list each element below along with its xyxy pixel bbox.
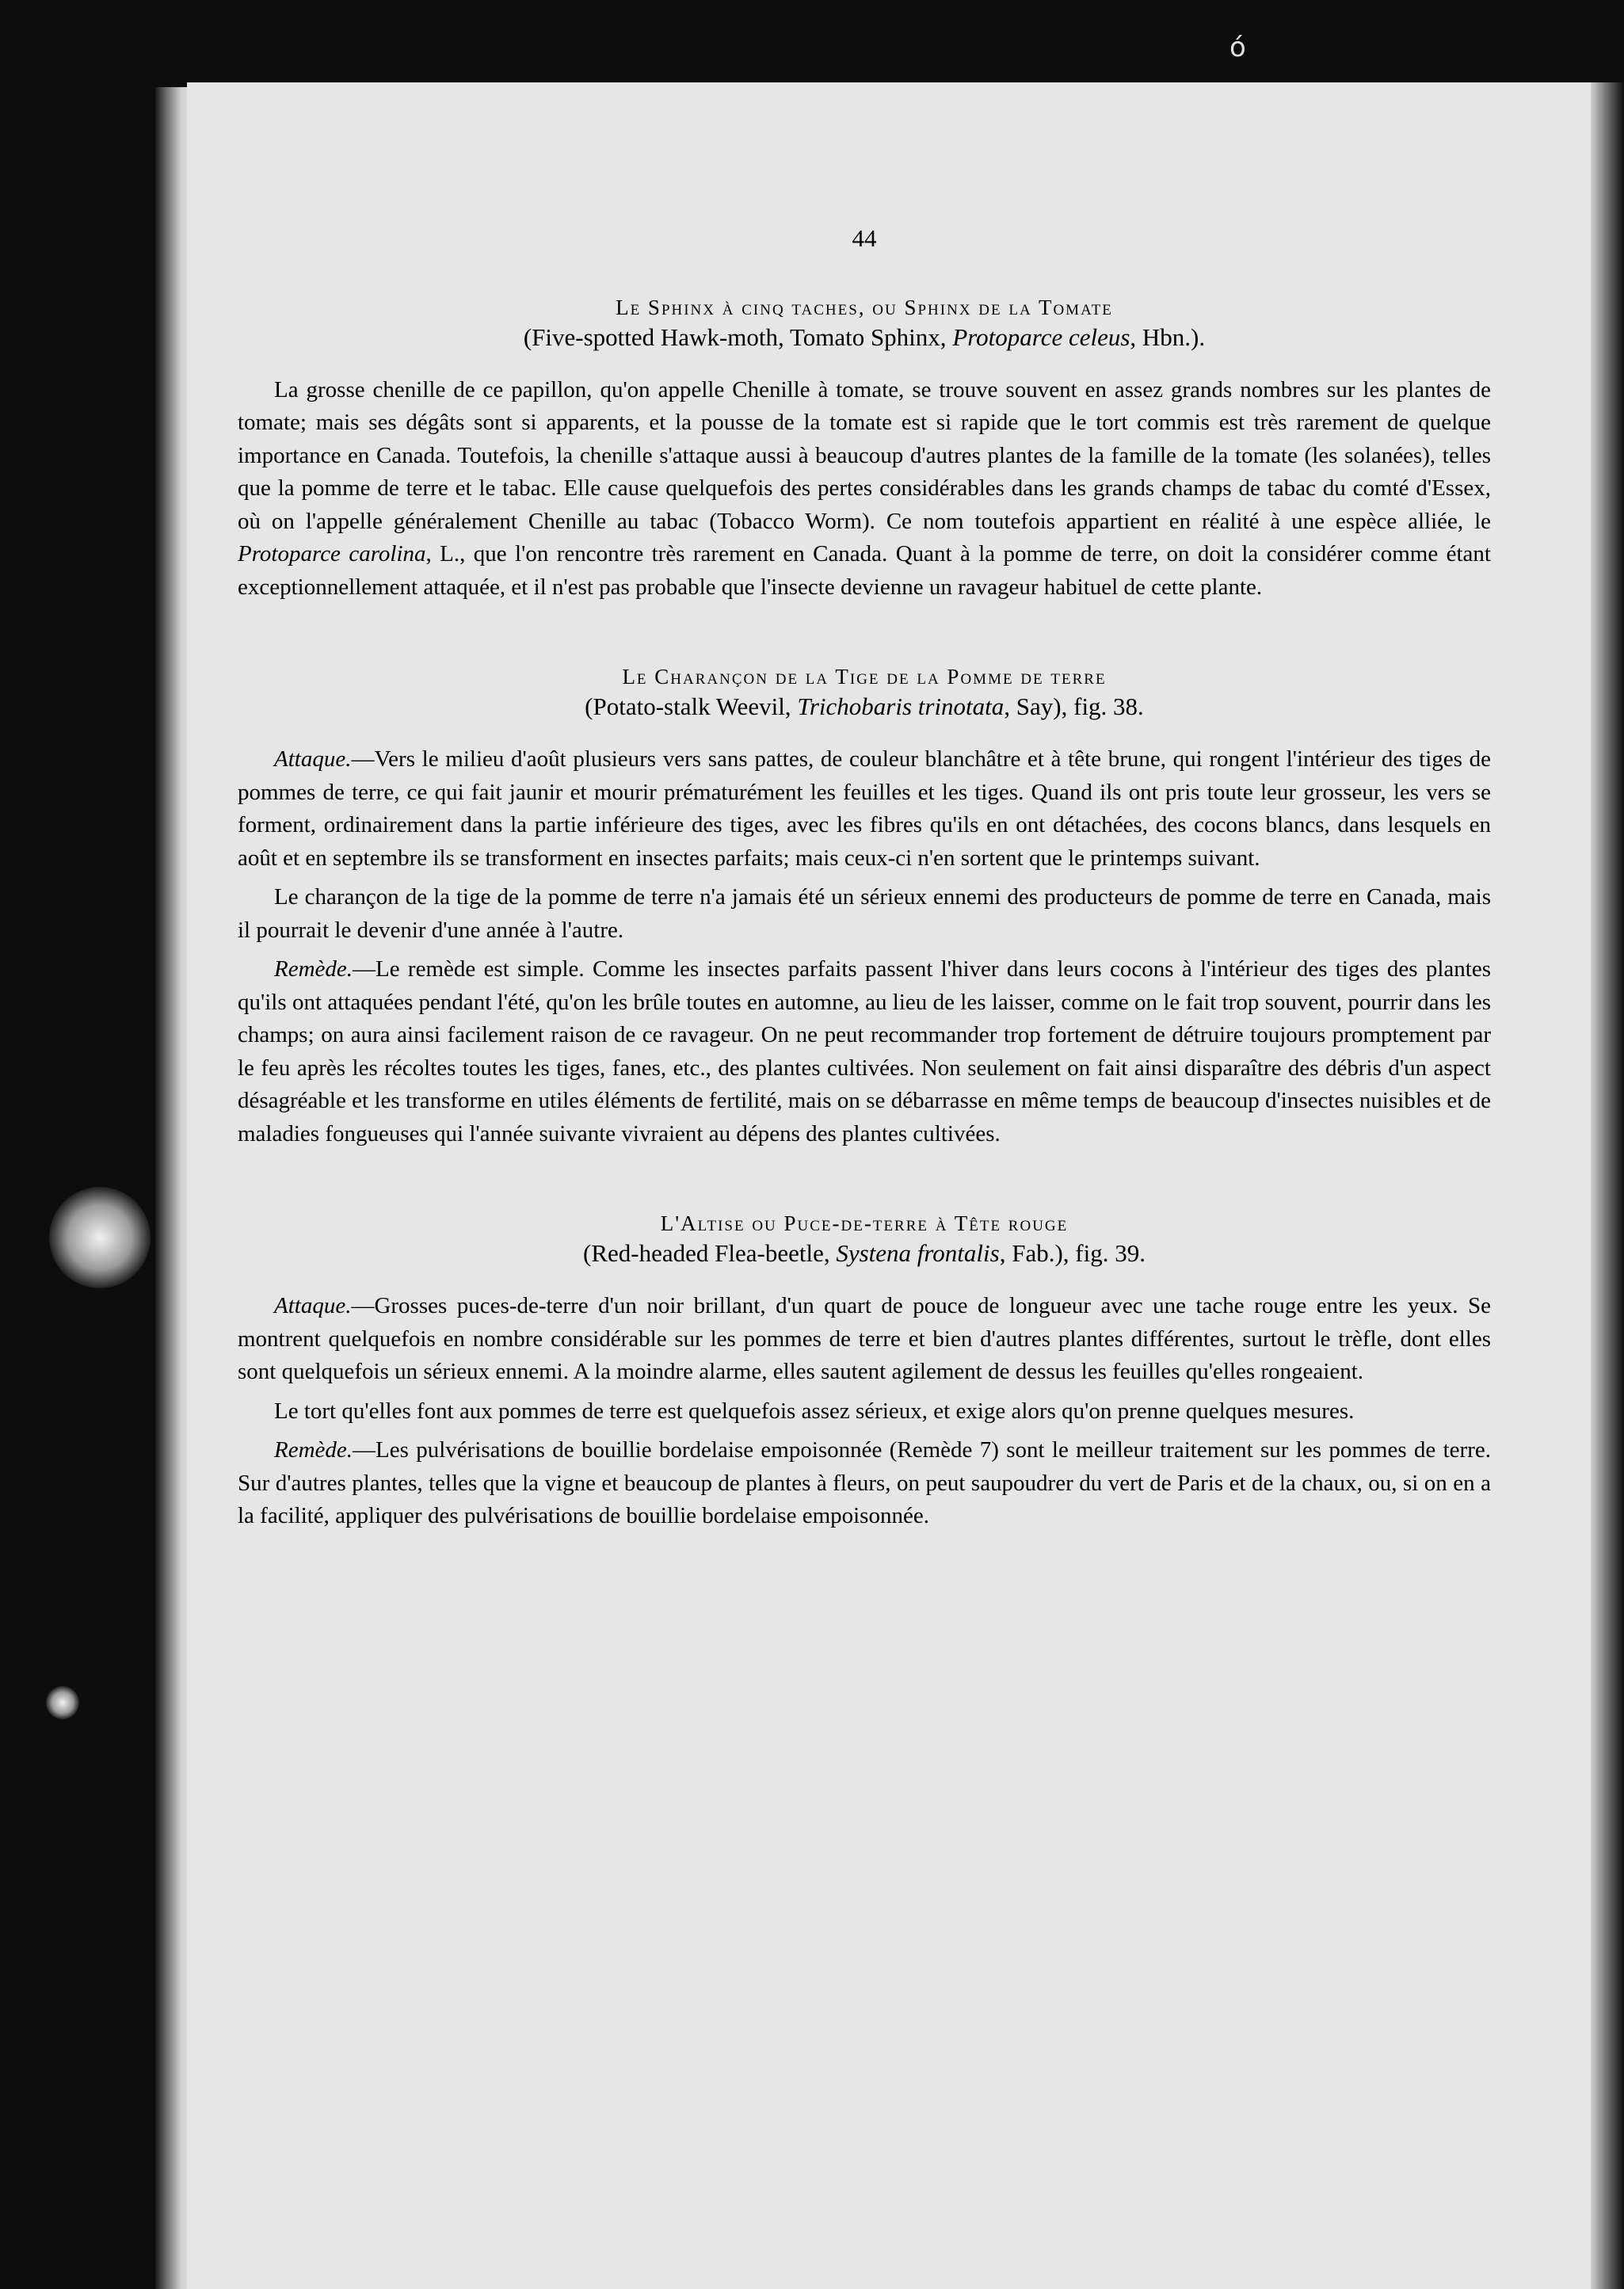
section-title: L'Altise ou Puce-de-terre à Tête rouge (660, 1211, 1069, 1235)
page-content (238, 222, 1491, 1533)
subtitle-text: , Fab.), fig. 39. (999, 1239, 1146, 1267)
attack-label: Attaque. (274, 746, 352, 772)
latin-name: Protoparce celeus (952, 322, 1130, 351)
paragraph-text: —Vers le milieu d'août plusieurs vers sans pattes, de couleur blanchâtre et à tête brune, qui rongent l'intérieur des tiges de pommes de terre, ce qui fait jaunir et mourir prématurément les feuilles et les tiges. Quand ils ont pris toute leur grosseur, les vers se forment, ordinairement dans la partie inférieure des tiges, avec les fibres qu'ils en ont détachées, des cocons blancs, dans lesquels en août et en septembre ils se transforment en insectes parfaits; mais ceux-ci n'en sortent que le printemps suivant. (238, 746, 1491, 871)
section-subtitle (238, 1238, 1491, 1269)
latin-name: Trichobaris trinotata (797, 692, 1005, 720)
remedy-label: Remède. (274, 956, 353, 982)
latin-name: Systena frontalis (836, 1239, 1000, 1267)
remedy-label: Remède. (274, 1437, 353, 1463)
paragraph-text: —Grosses puces-de-terre d'un noir brillant, d'un quart de pouce de longueur avec une tache rouge entre les yeux. Se montrent quelquefois en nombre considérable sur les pommes de terre et bien d'autres plantes différentes, surtout le trèfle, dont elles sont quelquefois un sérieux ennemi. A la moindre alarme, elles sautent agilement de dessus les feuilles qu'elles rongeaient. (238, 1293, 1491, 1384)
section-subtitle (238, 322, 1491, 353)
paragraph-text: , L., que l'on rencontre très rarement en Canada. Quant à la pomme de terre, on doit la considérer comme étant exceptionnellement attaquée, et il n'est pas probable que l'insecte devienne un ravageur habituel de cette plante. (238, 541, 1491, 600)
scan-smudge (46, 1686, 79, 1719)
latin-name: Protoparce carolina (238, 541, 426, 567)
section-title: Le Charançon de la Tige de la Pomme de terre (622, 665, 1107, 689)
subtitle-text: (Potato-stalk Weevil, (585, 692, 798, 720)
subtitle-text: (Red-headed Flea-beetle, (583, 1239, 837, 1267)
section-altise (238, 1209, 1491, 1533)
section-title: Le Sphinx à cinq taches, ou Sphinx de la Tomate (616, 295, 1113, 319)
paragraph-text: —Le remède est simple. Comme les insectes parfaits passent l'hiver dans leurs cocons à l'intérieur des tiges des plantes qu'ils ont attaquées pendant l'été, qu'on les brûle toutes en automne, au lieu de les laisser, comme on le fait trop souvent, pourrir dans les champs; on aura ainsi facilement raison de ce ravageur. On ne peut recommander trop fortement de détruire toujours promptement par le feu après les récoltes toutes les tiges, fanes, etc., des plantes cultivées. Non seulement on fait ainsi disparaître des débris d'un aspect désagréable et les transforme en utiles éléments de fertilité, mais on se débarrasse en même temps de beaucoup d'insectes nuisibles et de maladies fongueuses qui l'année suivante vivraient au dépens des plantes cultivées. (238, 956, 1491, 1146)
attack-label: Attaque. (274, 1293, 352, 1318)
scan-smudge (49, 1187, 151, 1288)
remedy-paragraph (238, 1434, 1491, 1533)
paragraph: Le charançon de la tige de la pomme de terre n'a jamais été un sérieux ennemi des producteurs de pomme de terre en Canada, mais il pourrait le devenir d'une année à l'autre. (238, 884, 1491, 943)
subtitle-text: (Five-spotted Hawk-moth, Tomato Sphinx, (523, 322, 953, 351)
paragraph (238, 374, 1491, 605)
page-number: 44 (852, 224, 877, 252)
section-sphinx (238, 293, 1491, 605)
corner-mark: ó (1229, 32, 1246, 63)
attack-paragraph (238, 743, 1491, 875)
attack-paragraph (238, 1290, 1491, 1389)
page-edge-shadow (1591, 82, 1624, 2289)
section-subtitle (238, 691, 1491, 723)
paragraph: Le tort qu'elles font aux pommes de terre est quelquefois assez sérieux, et exige alors qu'on prenne quelques mesures. (274, 1398, 1355, 1424)
subtitle-text: , Say), fig. 38. (1004, 692, 1144, 720)
paragraph-text: —Les pulvérisations de bouillie bordelaise empoisonnée (Remède 7) sont le meilleur traitement sur les pommes de terre. Sur d'autres plantes, telles que la vigne et beaucoup de plantes à fleurs, on peut saupoudrer du vert de Paris et de la chaux, ou, si on en a la facilité, appliquer des pulvérisations de bouillie bordelaise empoisonnée. (238, 1437, 1491, 1528)
remedy-paragraph (238, 953, 1491, 1150)
section-charancon (238, 662, 1491, 1150)
subtitle-text: , Hbn.). (1130, 322, 1206, 351)
paragraph-text: La grosse chenille de ce papillon, qu'on appelle Chenille à tomate, se trouve souvent en assez grands nombres sur les plantes de tomate; mais ses dégâts sont si apparents, et la pousse de la tomate est si rapide que le tort commis est très rarement de quelque importance en Canada. Toutefois, la chenille s'attaque aussi à beaucoup d'autres plantes de la famille de la tomate (les solanées), telles que la pomme de terre et le tabac. Elle cause quelquefois des pertes considérables dans les grands champs de tabac du comté d'Essex, où on l'appelle généralement Chenille au tabac (Tobacco Worm). Ce nom toutefois appartient en réalité à une espèce alliée, le (238, 376, 1491, 534)
